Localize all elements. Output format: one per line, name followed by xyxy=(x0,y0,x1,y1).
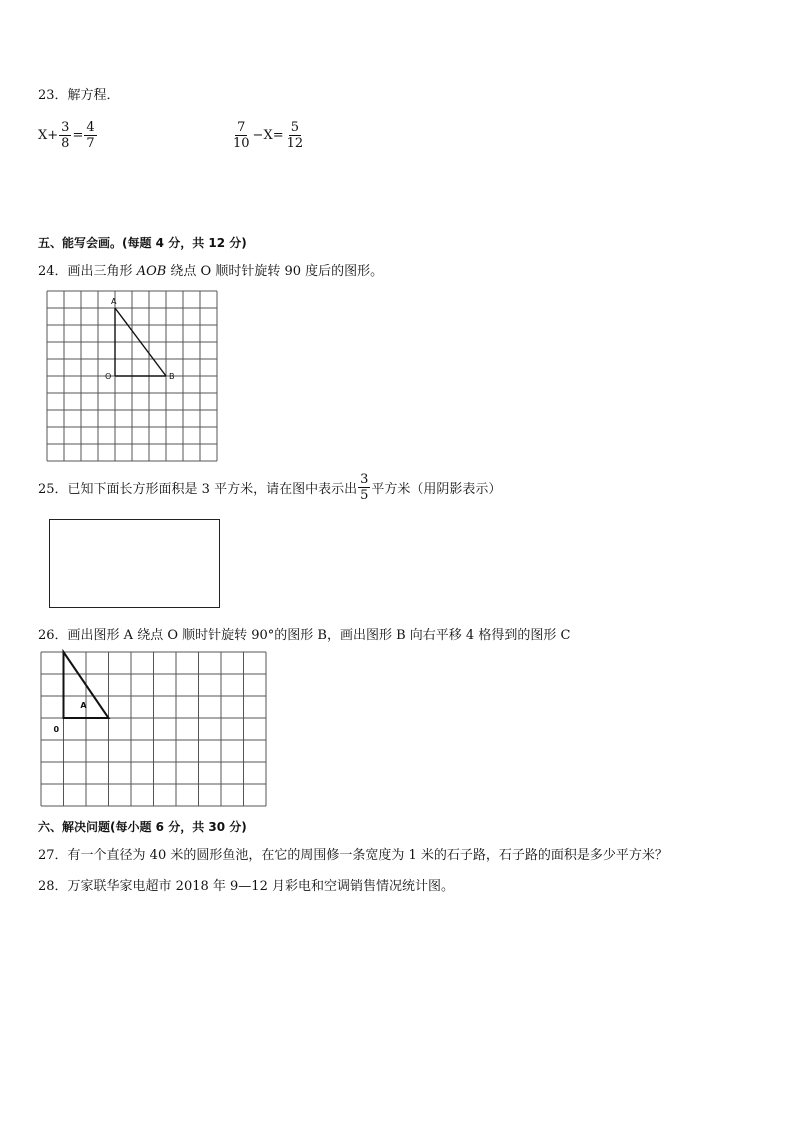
eq1-fraction-1 xyxy=(59,120,71,151)
shape-a-label: A xyxy=(80,701,87,711)
eq1-fraction-2 xyxy=(84,120,96,151)
eq1-den1: 8 xyxy=(61,136,70,151)
point-label-b: B xyxy=(169,372,175,381)
eq2-fraction-1 xyxy=(231,120,252,151)
q27-text: 27．有一个直径为 40 米的圆形鱼池，在它的周围修一条宽度为 1 米的石子路，石子路的面积是多少平方米？ xyxy=(38,848,668,863)
eq1-left: X+ xyxy=(38,128,59,143)
q24-triangle-name: AOB xyxy=(136,264,167,279)
q25-prefix: 25．已知下面长方形面积是 3 平方米，请在图中表示出 xyxy=(38,482,358,497)
eq1-num2: 4 xyxy=(86,120,95,135)
section-5-title: 五、能写会画。(每题 4 分，共 12 分) xyxy=(38,236,247,250)
eq2-den2: 12 xyxy=(286,136,304,151)
q25-suffix: 平方米（用阴影表示） xyxy=(371,482,502,497)
q24-grid xyxy=(47,291,218,461)
q26-text: 26．画出图形 A 绕点 O 顺时针旋转 90°的图形 B，画出图形 B 向右平移 4 格得到的图形 C xyxy=(38,628,571,643)
q24-suffix: 绕点 O 顺时针旋转 90 度后的图形。 xyxy=(166,264,384,279)
q28-text: 28．万家联华家电超市 2018 年 9—12 月彩电和空调销售情况统计图。 xyxy=(38,879,454,894)
q25-frac-den: 5 xyxy=(360,488,369,503)
eq2-num2: 5 xyxy=(290,120,299,135)
q24-text xyxy=(38,260,383,279)
point-label-a: A xyxy=(111,297,117,306)
q25-text xyxy=(38,472,501,503)
eq2-num1: 7 xyxy=(237,120,246,135)
q23-equation-2 xyxy=(230,120,306,151)
eq1-den2: 7 xyxy=(86,136,95,151)
point-label-o: O xyxy=(105,372,112,381)
q25-rectangle xyxy=(49,519,220,608)
point-o-label: 0 xyxy=(53,725,60,734)
eq1-op: = xyxy=(72,128,84,143)
q23-title: 23．解方程． xyxy=(38,88,120,103)
q25-fraction xyxy=(358,472,370,503)
eq2-fraction-2 xyxy=(285,120,306,151)
eq2-op: −X= xyxy=(252,128,284,143)
q26-grid xyxy=(41,652,267,807)
eq1-num1: 3 xyxy=(61,120,70,135)
q24-prefix: 24．画出三角形 xyxy=(38,264,137,279)
q25-frac-num: 3 xyxy=(360,472,369,487)
section-6-title: 六、解决问题(每小题 6 分，共 30 分) xyxy=(38,820,247,834)
eq2-den1: 10 xyxy=(233,136,250,151)
q23-equation-1 xyxy=(38,120,98,151)
